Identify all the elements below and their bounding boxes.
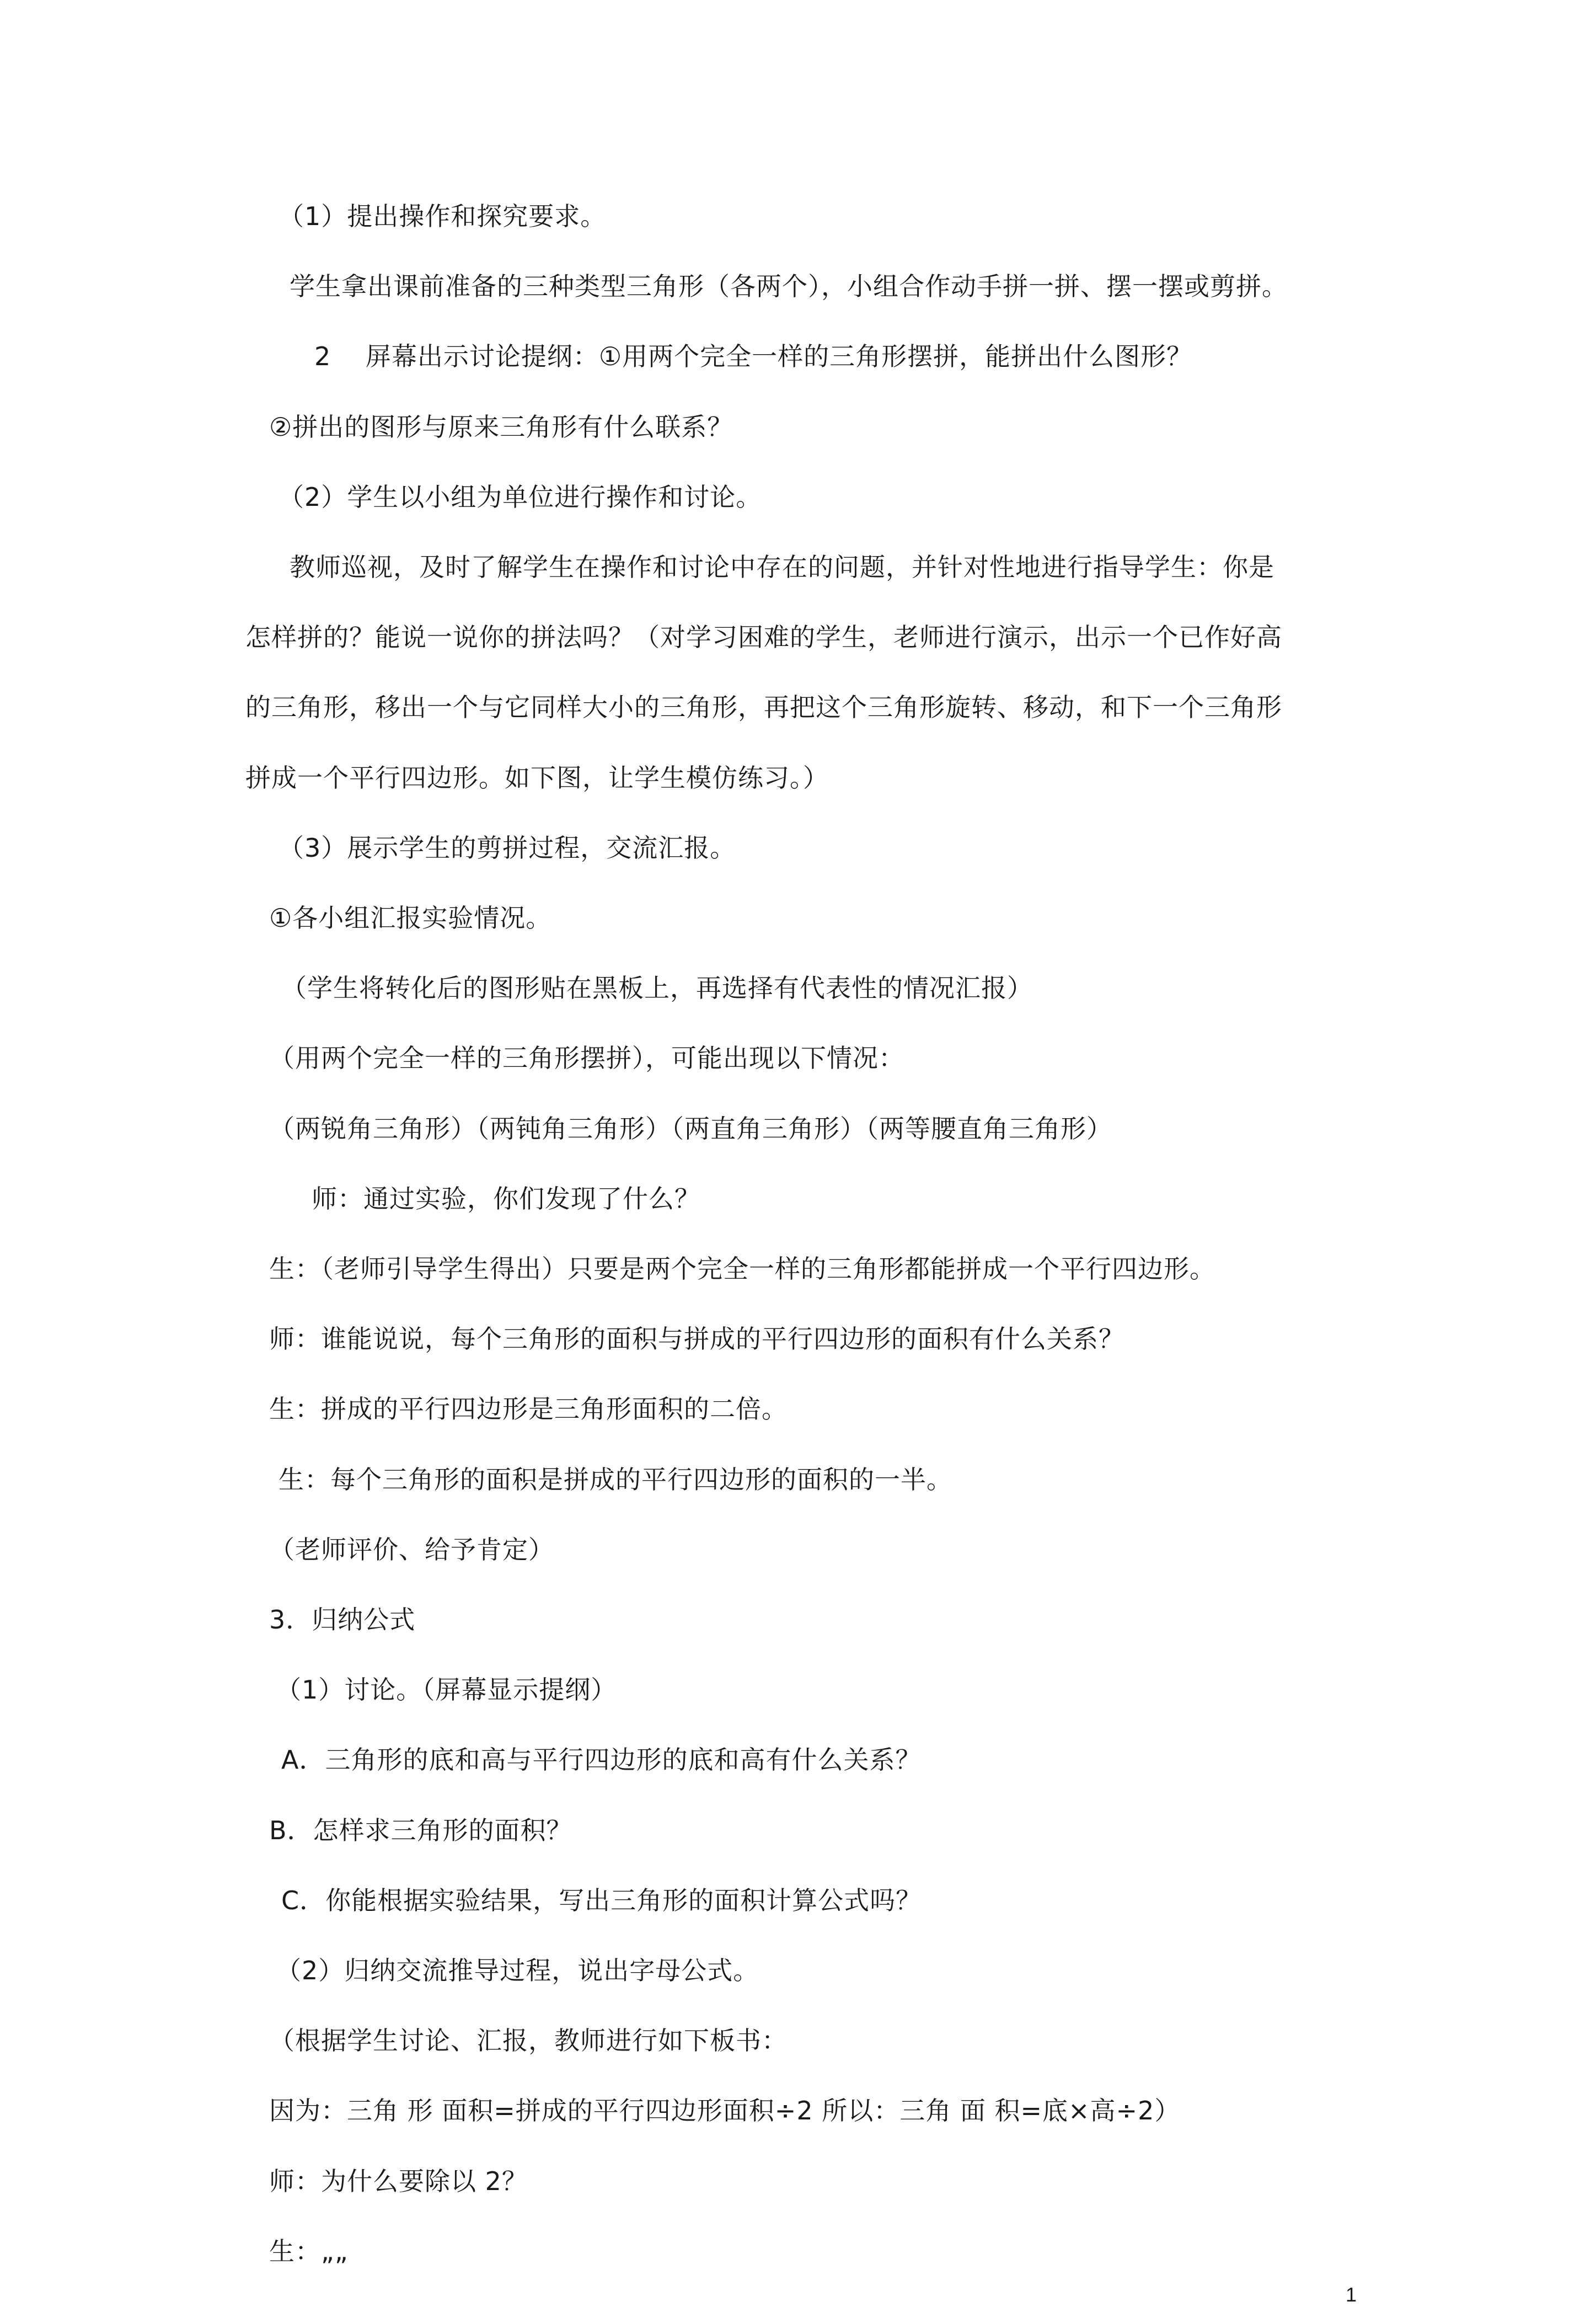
text-line: B．怎样求三角形的面积？ [269,1815,572,1845]
text-line: 拼成一个平行四边形。如下图，让学生模仿练习。） [245,762,829,793]
text-line: 生：拼成的平行四边形是三角形面积的二倍。 [269,1394,788,1424]
text-line: （2）学生以小组为单位进行操作和讨论。 [279,482,762,512]
text-line: （1）讨论。（屏幕显示提纲） [276,1675,617,1705]
text-line: C．你能根据实验结果，写出三角形的面积计算公式吗？ [281,1885,922,1915]
text-line: （学生将转化后的图形贴在黑板上，再选择有代表性的情况汇报） [281,973,1033,1003]
text-line: （两锐角三角形）（两钝角三角形）（两直角三角形）（两等腰直角三角形） [269,1113,1112,1144]
text-line: 的三角形，移出一个与它同样大小的三角形，再把这个三角形旋转、移动，和下一个三角形 [245,692,1282,723]
text-line: （3）展示学生的剪拼过程，交流汇报。 [279,832,736,863]
text-line: （根据学生讨论、汇报，教师进行如下板书： [269,2026,788,2056]
text-line: （用两个完全一样的三角形摆拼），可能出现以下情况： [269,1043,904,1074]
text-line: ①各小组汇报实验情况。 [269,903,552,933]
text-line: A．三角形的底和高与平行四边形的底和高有什么关系？ [281,1745,922,1775]
text-line: 师：为什么要除以 2？ [269,2166,528,2196]
text-line: 怎样拼的？能说一说你的拼法吗？（对学习困难的学生，老师进行演示，出示一个已作好高 [245,622,1282,653]
page-number: 1 [1346,2283,1357,2306]
text-line: 3．归纳公式 [269,1605,416,1635]
text-line: 学生拿出课前准备的三种类型三角形（各两个），小组合作动手拼一拼、摆一摆或剪拼。 [290,271,1288,302]
text-line: 生：（老师引导学生得出）只要是两个完全一样的三角形都能拼成一个平行四边形。 [269,1254,1215,1284]
text-line: 师：通过实验，你们发现了什么？ [312,1183,700,1214]
text-line: 2 屏幕出示讨论提纲：①用两个完全一样的三角形摆拼，能拼出什么图形？ [314,341,1193,372]
text-line: ②拼出的图形与原来三角形有什么联系？ [269,412,733,442]
text-line: （2）归纳交流推导过程，说出字母公式。 [276,1956,759,1985]
text-line: 师：谁能说说，每个三角形的面积与拼成的平行四边形的面积有什么关系？ [269,1324,1124,1354]
text-line: 教师巡视，及时了解学生在操作和讨论中存在的问题，并针对性地进行指导学生：你是 [290,552,1274,582]
text-line: 生：每个三角形的面积是拼成的平行四边形的面积的一半。 [279,1464,952,1494]
text-line: 因为：三角 形 面积=拼成的平行四边形面积÷2 所以：三角 面 积=底×高÷2） [269,2096,1181,2126]
text-line: （老师评价、给予肯定） [269,1534,554,1564]
text-line: （1）提出操作和探究要求。 [279,201,607,231]
text-line: 生：„„ [269,2236,349,2266]
